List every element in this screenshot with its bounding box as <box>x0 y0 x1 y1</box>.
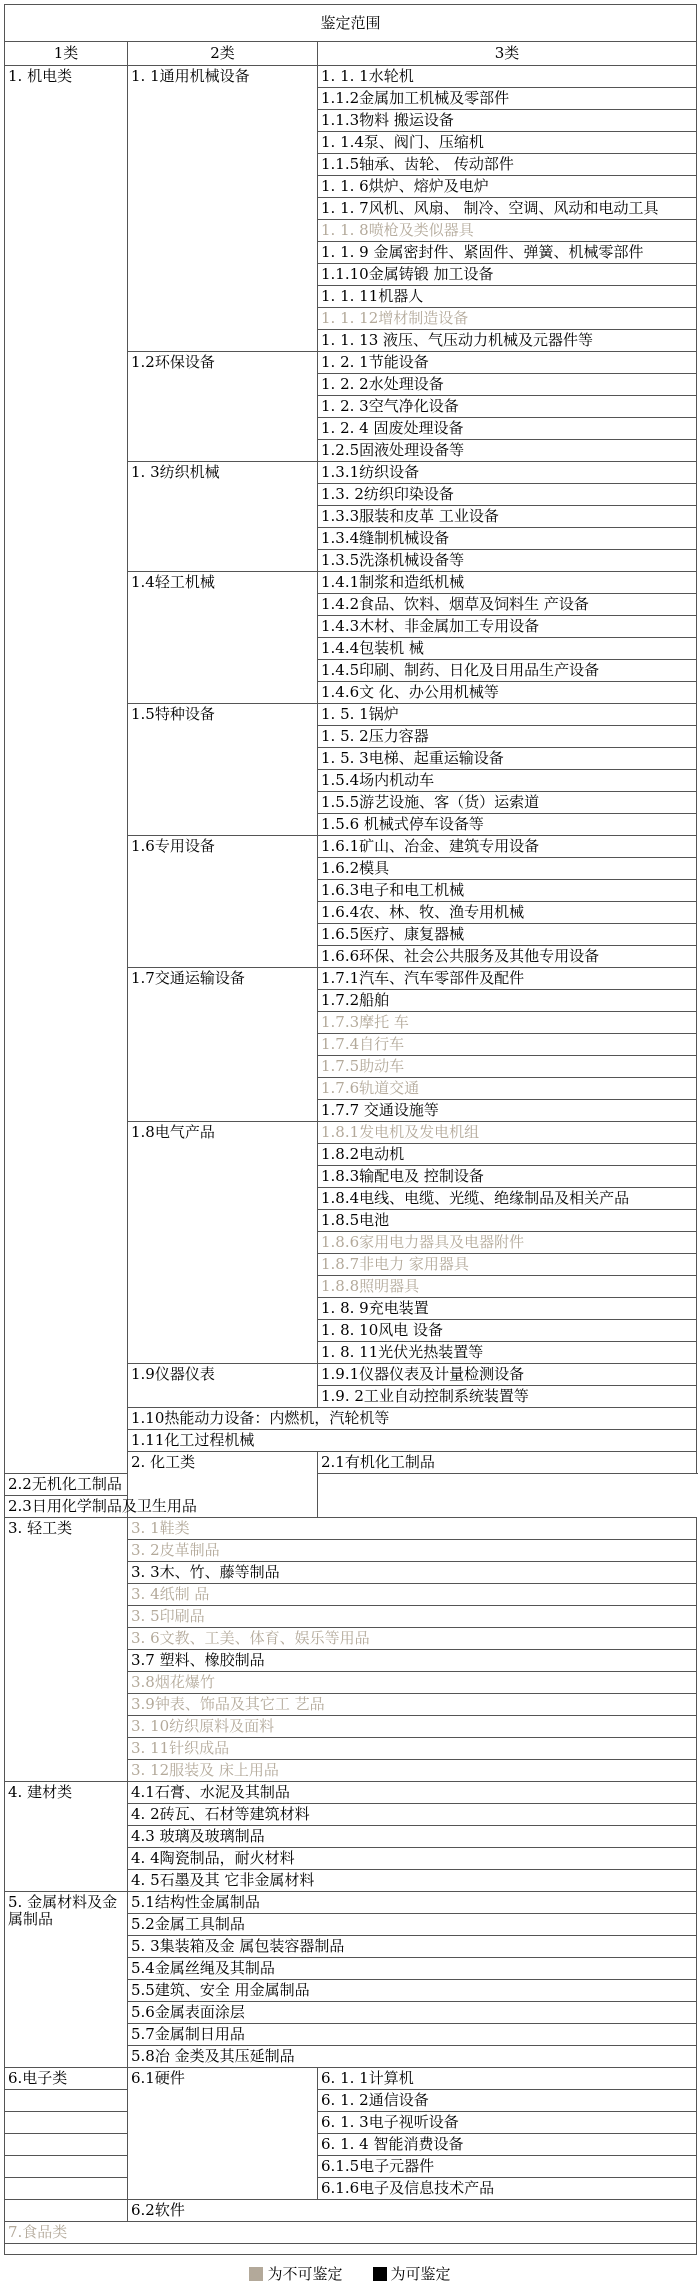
header-cat3: 3类 <box>318 42 697 66</box>
scope-item: 1.6.4农、林、牧、渔专用机械 <box>318 902 697 924</box>
scope-item-unavailable: 3. 6文教、工美、体育、娱乐等用品 <box>128 1628 697 1650</box>
legend-not-appraisable-label: 为不可鉴定 <box>267 2265 343 2283</box>
cat2-thermal-power: 1.10热能动力设备：内燃机，汽轮机等 <box>128 1408 697 1430</box>
scope-item-unavailable: 3. 5印刷品 <box>128 1606 697 1628</box>
cat2-light-machinery: 1.4轻工机械 <box>128 572 318 704</box>
scope-item: 1.7.7 交通设施等 <box>318 1100 697 1122</box>
legend <box>4 2263 696 2284</box>
scope-item: 1. 1.4泵、阀门、压缩机 <box>318 132 697 154</box>
cat2-environmental: 1.2环保设备 <box>128 352 318 462</box>
scope-item: 1.4.5印刷、制药、日化及日用品生产设备 <box>318 660 697 682</box>
scope-item: 1.3.1纺织设备 <box>318 462 697 484</box>
scope-item: 1.3. 2纺织印染设备 <box>318 484 697 506</box>
scope-item: 1.9. 2工业自动控制系统装置等 <box>318 1386 697 1408</box>
gray-swatch-icon <box>249 2267 263 2281</box>
cat2-transport-equipment: 1.7交通运输设备 <box>128 968 318 1122</box>
scope-item-unavailable: 3. 10纺织原料及面料 <box>128 1716 697 1738</box>
scope-item: 1.1.10金属铸锻 加工设备 <box>318 264 697 286</box>
scope-item: 1. 2. 4 固废处理设备 <box>318 418 697 440</box>
scope-item: 1. 2. 2水处理设备 <box>318 374 697 396</box>
cat1-blank <box>5 2112 128 2134</box>
scope-item: 1. 1. 7风机、风扇、 制冷、空调、风动和电动工具 <box>318 198 697 220</box>
scope-item: 1.7.2船舶 <box>318 990 697 1012</box>
scope-item: 1.4.6文 化、办公用机械等 <box>318 682 697 704</box>
scope-item: 1.1.2金属加工机械及零部件 <box>318 88 697 110</box>
scope-item: 1.6.6环保、社会公共服务及其他专用设备 <box>318 946 697 968</box>
scope-item: 1. 2. 3空气净化设备 <box>318 396 697 418</box>
scope-item-unavailable: 1. 1. 8喷枪及类似器具 <box>318 220 697 242</box>
scope-item-unavailable: 3. 1鞋类 <box>128 1518 697 1540</box>
scope-item: 1.4.3木材、非金属加工专用设备 <box>318 616 697 638</box>
scope-item-unavailable: 1.8.7非电力 家用器具 <box>318 1254 697 1276</box>
cat2-software: 6.2软件 <box>128 2200 697 2222</box>
scope-item-unavailable: 1.7.3摩托 车 <box>318 1012 697 1034</box>
scope-item: 1.4.1制浆和造纸机械 <box>318 572 697 594</box>
scope-item: 1. 1. 9 金属密封件、紧固件、弹簧、机械零部件 <box>318 242 697 264</box>
scope-item: 5.7金属制日用品 <box>128 2024 697 2046</box>
scope-item: 1.6.1矿山、冶金、建筑专用设备 <box>318 836 697 858</box>
cat1-jidian: 1. 机电类 <box>5 66 128 1474</box>
scope-item: 4. 4陶瓷制品，耐火材料 <box>128 1848 697 1870</box>
scope-item: 1.9.1仪器仪表及计量检测设备 <box>318 1364 697 1386</box>
scope-item: 3.7 塑料、橡胶制品 <box>128 1650 697 1672</box>
table-title: 鉴定范围 <box>5 5 697 42</box>
scope-item-unavailable: 3.8烟花爆竹 <box>128 1672 697 1694</box>
scope-item: 6. 1. 1计算机 <box>318 2068 697 2090</box>
scope-item: 5.4金属丝绳及其制品 <box>128 1958 697 1980</box>
empty-row <box>5 2244 697 2255</box>
scope-item: 5.1结构性金属制品 <box>128 1892 697 1914</box>
scope-item: 1.5.4场内机动车 <box>318 770 697 792</box>
scope-item-unavailable: 1.8.6家用电力器具及电器附件 <box>318 1232 697 1254</box>
scope-item: 1. 1. 1水轮机 <box>318 66 697 88</box>
scope-item: 1.4.2食品、饮料、烟草及饲料生 产设备 <box>318 594 697 616</box>
scope-item: 4.3 玻璃及玻璃制品 <box>128 1826 697 1848</box>
cat1-blank <box>5 2090 128 2112</box>
scope-item: 1.3.4缝制机械设备 <box>318 528 697 550</box>
scope-item: 1.6.5医疗、康复器械 <box>318 924 697 946</box>
scope-item-unavailable: 1.7.6轨道交通 <box>318 1078 697 1100</box>
scope-item: 5.5建筑、安全 用金属制品 <box>128 1980 697 2002</box>
scope-item-unavailable: 1.8.1发电机及发电机组 <box>318 1122 697 1144</box>
cat1-jinshu: 5. 金属材料及金属制品 <box>5 1892 128 2068</box>
scope-item-unavailable: 3. 12服装及 床上用品 <box>128 1760 697 1782</box>
scope-item: 1. 1. 6烘炉、熔炉及电炉 <box>318 176 697 198</box>
cat2-hardware: 6.1硬件 <box>128 2068 318 2200</box>
scope-item: 4. 5石墨及其 它非金属材料 <box>128 1870 697 1892</box>
scope-item: 1.1.3物料 搬运设备 <box>318 110 697 132</box>
scope-item: 1.2.5固液处理设备等 <box>318 440 697 462</box>
scope-item: 2.3日用化学制品及卫生用品 <box>5 1496 318 1518</box>
cat1-blank <box>5 2134 128 2156</box>
cat1-blank <box>5 2200 128 2222</box>
cat2-electrical-products: 1.8电气产品 <box>128 1122 318 1364</box>
cat2-general-machinery: 1. 1通用机械设备 <box>128 66 318 352</box>
scope-item: 1.5.5游艺设施、客（货）运索道 <box>318 792 697 814</box>
cat2-chemical-process-machinery: 1.11化工过程机械 <box>128 1430 697 1452</box>
cat2-textile-machinery: 1. 3纺织机械 <box>128 462 318 572</box>
scope-item-unavailable: 3. 2皮革制品 <box>128 1540 697 1562</box>
cat2-instruments: 1.9仪器仪表 <box>128 1364 318 1408</box>
scope-item-unavailable: 1.7.5助动车 <box>318 1056 697 1078</box>
scope-item: 1. 5. 2压力容器 <box>318 726 697 748</box>
scope-item: 3. 3木、竹、藤等制品 <box>128 1562 697 1584</box>
scope-item-unavailable: 3.9钟表、饰品及其它工 艺品 <box>128 1694 697 1716</box>
scope-item: 2.2无机化工制品 <box>5 1474 318 1496</box>
black-swatch-icon <box>373 2267 387 2281</box>
scope-item: 1.6.3电子和电工机械 <box>318 880 697 902</box>
scope-item: 1. 8. 9充电装置 <box>318 1298 697 1320</box>
cat1-shipin: 7.食品类 <box>5 2222 697 2244</box>
scope-item: 1. 8. 11光伏光热装置等 <box>318 1342 697 1364</box>
scope-item-unavailable: 1.7.4自行车 <box>318 1034 697 1056</box>
scope-item: 1. 1. 11机器人 <box>318 286 697 308</box>
appraisal-scope-table <box>4 4 697 2255</box>
scope-item: 1.8.3输配电及 控制设备 <box>318 1166 697 1188</box>
scope-item: 1.6.2模具 <box>318 858 697 880</box>
scope-item: 5. 3集装箱及金 属包装容器制品 <box>128 1936 697 1958</box>
scope-item: 1.7.1汽车、汽车零部件及配件 <box>318 968 697 990</box>
scope-item: 1.4.4包装机 械 <box>318 638 697 660</box>
scope-item: 1. 5. 1锅炉 <box>318 704 697 726</box>
scope-item: 1. 5. 3电梯、起重运输设备 <box>318 748 697 770</box>
scope-item: 4. 2砖瓦、石材等建筑材料 <box>128 1804 697 1826</box>
scope-document <box>4 4 696 2284</box>
legend-appraisable <box>373 2263 451 2284</box>
scope-item: 1. 1. 13 液压、气压动力机械及元器件等 <box>318 330 697 352</box>
legend-appraisable-label: 为可鉴定 <box>390 2265 451 2283</box>
scope-item: 6.1.6电子及信息技术产品 <box>318 2178 697 2200</box>
cat1-huagong: 2. 化工类 <box>128 1452 318 1518</box>
scope-item: 6. 1. 4 智能消费设备 <box>318 2134 697 2156</box>
scope-item: 1.8.4电线、电缆、光缆、绝缘制品及相关产品 <box>318 1188 697 1210</box>
scope-item: 6. 1. 3电子视听设备 <box>318 2112 697 2134</box>
legend-not-appraisable <box>249 2263 342 2284</box>
scope-item: 5.6金属表面涂层 <box>128 2002 697 2024</box>
scope-item-unavailable: 3. 4纸制 品 <box>128 1584 697 1606</box>
scope-item: 1.1.5轴承、齿轮、 传动部件 <box>318 154 697 176</box>
scope-item: 5.8冶 金类及其压延制品 <box>128 2046 697 2068</box>
scope-item: 1. 2. 1节能设备 <box>318 352 697 374</box>
scope-item-unavailable: 1.8.8照明器具 <box>318 1276 697 1298</box>
cat1-blank <box>5 2178 128 2200</box>
cat2-special-equipment: 1.5特种设备 <box>128 704 318 836</box>
scope-item: 1.5.6 机械式停车设备等 <box>318 814 697 836</box>
header-cat1: 1类 <box>5 42 128 66</box>
scope-item: 6.1.5电子元器件 <box>318 2156 697 2178</box>
scope-item: 1. 8. 10风电 设备 <box>318 1320 697 1342</box>
scope-item: 5.2金属工具制品 <box>128 1914 697 1936</box>
cat1-dianzi: 6.电子类 <box>5 2068 128 2090</box>
cat1-qinggong: 3. 轻工类 <box>5 1518 128 1782</box>
scope-item: 2.1有机化工制品 <box>318 1452 697 1474</box>
header-cat2: 2类 <box>128 42 318 66</box>
cat1-blank <box>5 2156 128 2178</box>
scope-item-unavailable: 1. 1. 12增材制造设备 <box>318 308 697 330</box>
scope-item: 1.3.3服装和皮革 工业设备 <box>318 506 697 528</box>
cat1-jiancai: 4. 建材类 <box>5 1782 128 1892</box>
scope-item: 6. 1. 2通信设备 <box>318 2090 697 2112</box>
scope-item: 1.3.5洗涤机械设备等 <box>318 550 697 572</box>
scope-item: 1.8.2电动机 <box>318 1144 697 1166</box>
cat2-dedicated-equipment: 1.6专用设备 <box>128 836 318 968</box>
scope-item-unavailable: 3. 11针织成品 <box>128 1738 697 1760</box>
scope-item: 1.8.5电池 <box>318 1210 697 1232</box>
scope-item: 4.1石膏、水泥及其制品 <box>128 1782 697 1804</box>
